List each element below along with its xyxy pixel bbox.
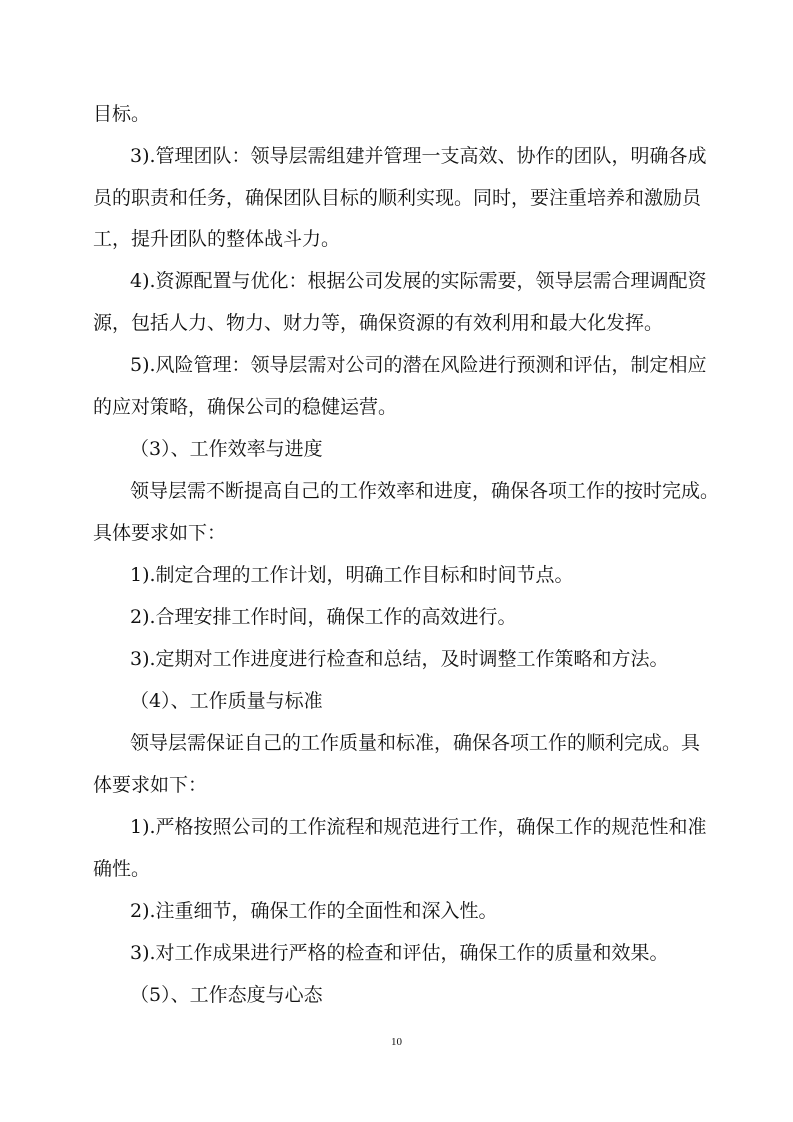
- page-number: 10: [391, 1036, 402, 1048]
- paragraph-line: 目标。: [93, 103, 151, 125]
- paragraph-line: 领导层需保证自己的工作质量和标准，确保各项工作的顺利完成。具: [130, 732, 701, 754]
- paragraph-line: 工，提升团队的整体战斗力。: [93, 228, 341, 250]
- paragraph-line: 体要求如下：: [93, 774, 208, 796]
- paragraph-line: 源，包括人力、物力、财力等，确保资源的有效利用和最大化发挥。: [93, 312, 664, 334]
- section-heading: （3）、工作效率与进度: [130, 438, 323, 460]
- list-item-line: 2).注重细节，确保工作的全面性和深入性。: [130, 900, 498, 922]
- paragraph-line: 员的职责和任务，确保团队目标的顺利实现。同时，要注重培养和激励员: [93, 187, 702, 209]
- list-item-line: 3).定期对工作进度进行检查和总结，及时调整工作策略和方法。: [130, 648, 669, 670]
- list-item-line: 1).严格按照公司的工作流程和规范进行工作，确保工作的规范性和准: [130, 816, 707, 838]
- paragraph-line: 的应对策略，确保公司的稳健运营。: [93, 396, 398, 418]
- list-item-line: 3).管理团队：领导层需组建并管理一支高效、协作的团队，明确各成: [130, 145, 707, 167]
- paragraph-line: 领导层需不断提高自己的工作效率和进度，确保各项工作的按时完成。: [130, 480, 720, 502]
- paragraph-line: 确性。: [93, 858, 151, 880]
- list-item-line: 2).合理安排工作时间，确保工作的高效进行。: [130, 606, 517, 628]
- list-item-line: 3).对工作成果进行严格的检查和评估，确保工作的质量和效果。: [130, 942, 669, 964]
- section-heading: （5）、工作态度与心态: [130, 984, 323, 1006]
- paragraph-line: 具体要求如下：: [93, 522, 227, 544]
- list-item-line: 1).制定合理的工作计划，明确工作目标和时间节点。: [130, 564, 574, 586]
- list-item-line: 5).风险管理：领导层需对公司的潜在风险进行预测和评估，制定相应: [130, 354, 707, 376]
- list-item-line: 4).资源配置与优化：根据公司发展的实际需要，领导层需合理调配资: [130, 270, 707, 292]
- section-heading: （4）、工作质量与标准: [130, 690, 323, 712]
